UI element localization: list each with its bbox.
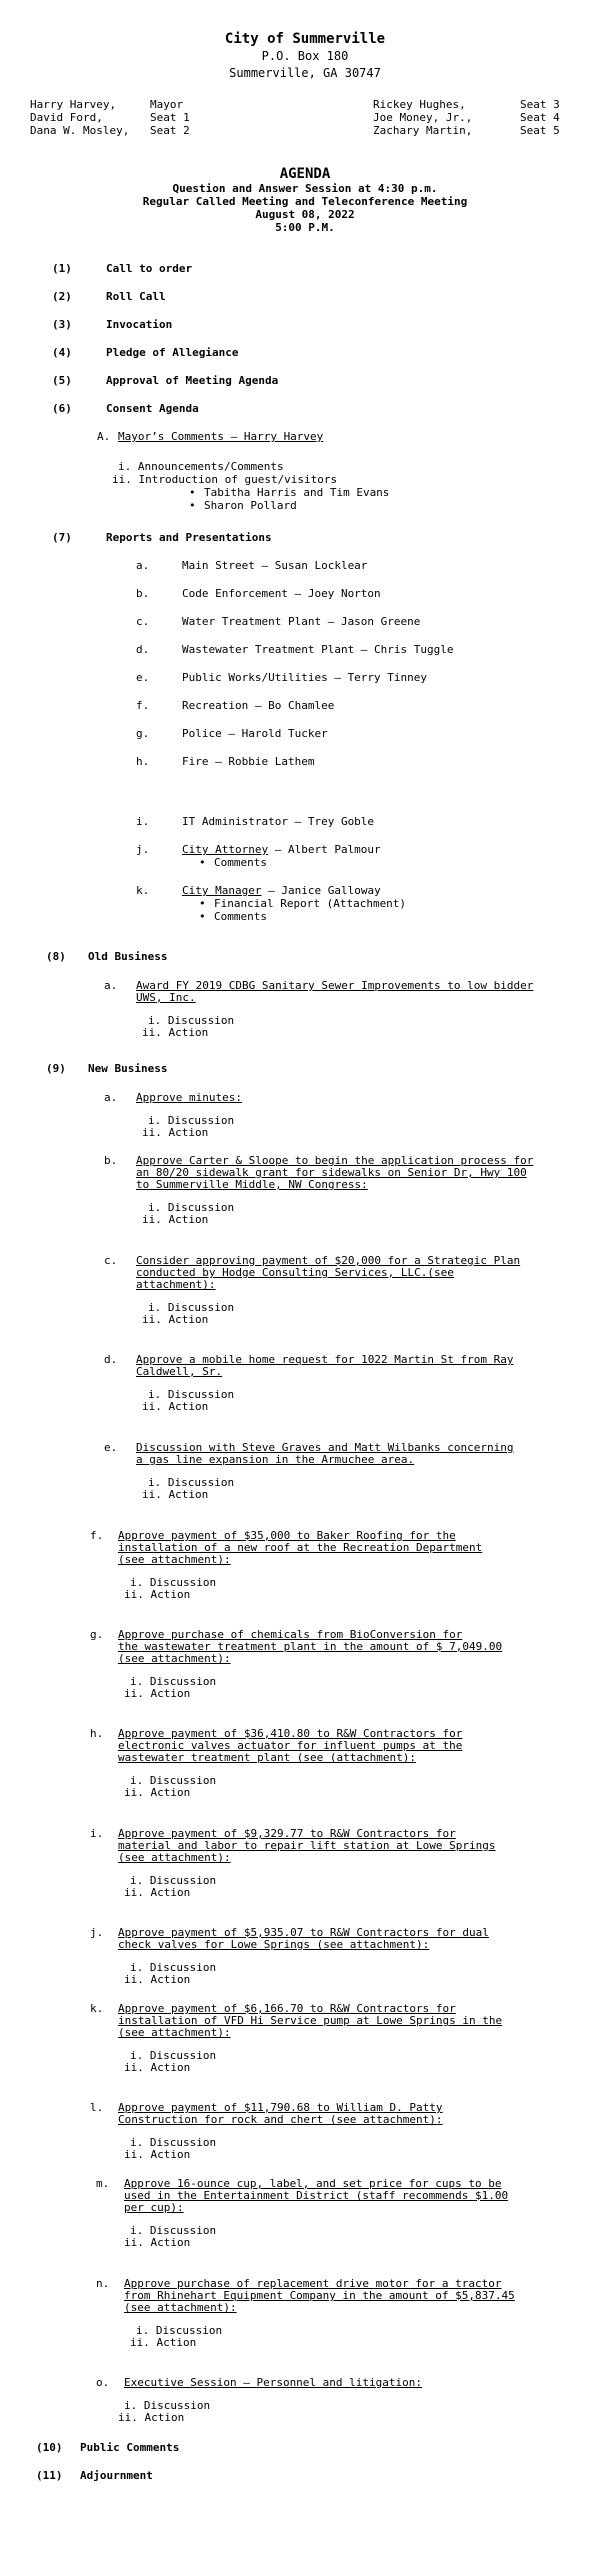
report-item: IT Administrator – Trey Goble xyxy=(182,815,375,828)
consent-letter: A. xyxy=(97,430,111,443)
official-seat: Seat 1 xyxy=(150,111,190,124)
sub-item-discussion: i. Discussion xyxy=(130,1675,217,1688)
item-text: from Rhinehart Equipment Company in the amount of $5,837.45 xyxy=(124,2289,515,2302)
report-letter: h. xyxy=(136,755,150,768)
section-label: Call to order xyxy=(106,262,193,275)
item-text: UWS, Inc. xyxy=(136,991,196,1004)
section-label: Roll Call xyxy=(106,290,166,303)
item-letter: o. xyxy=(96,2376,110,2389)
sub-item-action: ii. Action xyxy=(124,1973,191,1986)
official-seat: Seat 5 xyxy=(520,124,560,137)
sub-item-discussion: i. Discussion xyxy=(136,2324,223,2337)
item-letter: j. xyxy=(90,1926,104,1939)
item-letter: n. xyxy=(96,2277,110,2290)
item-letter: k. xyxy=(90,2002,104,2015)
item-letter: c. xyxy=(104,1254,118,1267)
item-text: check valves for Lowe Springs (see attachment): xyxy=(118,1938,430,1951)
section-label: Adjournment xyxy=(80,2469,153,2482)
sub-item-action: ii. Action xyxy=(142,1488,209,1501)
item-text: Caldwell, Sr. xyxy=(136,1365,223,1378)
section-number: (2) xyxy=(52,290,72,303)
report-letter: g. xyxy=(136,727,150,740)
section-label: Invocation xyxy=(106,318,173,331)
sub-item-action: ii. Action xyxy=(142,1026,209,1039)
item-text: Construction for rock and chert (see attachment): xyxy=(118,2113,443,2126)
sub-item-announcements: i. Announcements/Comments xyxy=(118,460,284,473)
item-text: material and labor to repair lift station at Lowe Springs xyxy=(118,1839,496,1852)
item-letter: f. xyxy=(90,1529,104,1542)
official-seat: Seat 2 xyxy=(150,124,190,137)
sub-item-discussion: i. Discussion xyxy=(130,1961,217,1974)
report-sub-bullet: Financial Report (Attachment) xyxy=(214,897,407,910)
item-text: Approve a mobile home request for 1022 Martin St from Ray xyxy=(136,1353,514,1366)
report-letter: i. xyxy=(136,815,150,828)
item-text: the wastewater treatment plant in the amount of $ 7,049.00 xyxy=(118,1640,503,1653)
bullet-icon: • xyxy=(189,486,196,499)
sub-item-discussion: i. Discussion xyxy=(148,1476,235,1489)
city-manager-title: City Manager xyxy=(182,884,262,897)
section-label: Old Business xyxy=(88,950,168,963)
bullet-icon: • xyxy=(199,897,206,910)
report-city-attorney xyxy=(182,844,381,856)
item-text: Approve purchase of replacement drive motor for a tractor xyxy=(124,2277,502,2290)
report-letter: j. xyxy=(136,843,150,856)
report-letter: b. xyxy=(136,587,150,600)
section-label: Approval of Meeting Agenda xyxy=(106,374,279,387)
sub-item-action: ii. Action xyxy=(124,1687,191,1700)
agenda-line2: Regular Called Meeting and Teleconference Meeting xyxy=(142,195,468,208)
report-item: Main Street – Susan Locklear xyxy=(182,559,368,572)
sub-item-action: ii. Action xyxy=(124,2236,191,2249)
sub-item-discussion: i. Discussion xyxy=(148,1201,235,1214)
item-letter: i. xyxy=(90,1827,104,1840)
agenda-date: August 08, 2022 xyxy=(255,208,355,221)
official-seat: Mayor xyxy=(150,98,184,111)
item-text: Approve payment of $36,410.80 to R&W Contractors for xyxy=(118,1727,463,1740)
agenda-time: 5:00 P.M. xyxy=(275,221,335,234)
official-name: Rickey Hughes, xyxy=(373,98,466,111)
item-text: (see attachment): xyxy=(124,2301,237,2314)
item-text: wastewater treatment plant (see (attachment): xyxy=(118,1751,417,1764)
section-number: (3) xyxy=(52,318,72,331)
report-item: Police – Harold Tucker xyxy=(182,727,328,740)
official-seat: Seat 4 xyxy=(520,111,560,124)
item-letter: a. xyxy=(104,1091,118,1104)
sub-item-discussion: i. Discussion xyxy=(148,1114,235,1127)
bullet-icon: • xyxy=(199,856,206,869)
item-text: installation of VFD Hi Service pump at Lowe Springs in the xyxy=(118,2014,503,2027)
section-number: (7) xyxy=(52,531,72,544)
item-letter: d. xyxy=(104,1353,118,1366)
item-text: Approve payment of $35,000 to Baker Roofing for the xyxy=(118,1529,456,1542)
item-text: Approve payment of $11,790.68 to William D. Patty xyxy=(118,2101,443,2114)
sub-item-action: ii. Action xyxy=(124,1786,191,1799)
sub-item-action: ii. Action xyxy=(130,2336,197,2349)
sub-item-discussion: i. Discussion xyxy=(130,2136,217,2149)
report-city-manager xyxy=(182,885,381,897)
report-item: Water Treatment Plant – Jason Greene xyxy=(182,615,421,628)
sub-item-discussion: i. Discussion xyxy=(130,1576,217,1589)
official-name: Harry Harvey, xyxy=(30,98,117,111)
item-letter: l. xyxy=(90,2101,104,2114)
item-text: electronic valves actuator for influent pumps at the xyxy=(118,1739,463,1752)
section-number: (11) xyxy=(36,2469,63,2482)
bullet-icon: • xyxy=(199,910,206,923)
section-label: Consent Agenda xyxy=(106,402,199,415)
section-number: (6) xyxy=(52,402,72,415)
item-text: (see attachment): xyxy=(118,1851,231,1864)
sub-item-action: ii. Action xyxy=(142,1126,209,1139)
sub-item-action: ii. Action xyxy=(124,1886,191,1899)
report-letter: f. xyxy=(136,699,150,712)
item-text: (see attachment): xyxy=(118,1553,231,1566)
city-manager-name: – Janice Galloway xyxy=(261,884,381,897)
agenda-title: AGENDA xyxy=(279,166,331,182)
sub-item-discussion: i. Discussion xyxy=(148,1301,235,1314)
section-label: Public Comments xyxy=(80,2441,180,2454)
sub-item-discussion: i. Discussion xyxy=(148,1388,235,1401)
section-number: (9) xyxy=(46,1062,66,1075)
item-letter: a. xyxy=(104,979,118,992)
sub-item-discussion: i. Discussion xyxy=(124,2399,211,2412)
item-text: per cup): xyxy=(124,2201,184,2214)
official-name: Zachary Martin, xyxy=(373,124,473,137)
item-text: Approve payment of $6,166.70 to R&W Contractors for xyxy=(118,2002,456,2015)
item-text: installation of a new roof at the Recreation Department xyxy=(118,1541,483,1554)
sub-item-action: ii. Action xyxy=(142,1313,209,1326)
item-text: conducted by Hodge Consulting Services, LLC.(see xyxy=(136,1266,454,1279)
report-letter: a. xyxy=(136,559,150,572)
report-letter: c. xyxy=(136,615,150,628)
section-number: (8) xyxy=(46,950,66,963)
report-letter: k. xyxy=(136,884,150,897)
section-number: (4) xyxy=(52,346,72,359)
report-item: Fire – Robbie Lathem xyxy=(182,755,315,768)
city-attorney-title: City Attorney xyxy=(182,843,269,856)
section-number: (10) xyxy=(36,2441,63,2454)
item-text: (see attachment): xyxy=(118,2026,231,2039)
bullet-icon: • xyxy=(189,499,196,512)
official-seat: Seat 3 xyxy=(520,98,560,111)
sub-item-action: ii. Action xyxy=(142,1400,209,1413)
sub-item-action: ii. Action xyxy=(124,2061,191,2074)
item-text: Approve payment of $5,935.07 to R&W Contractors for dual xyxy=(118,1926,489,1939)
sub-item-action: ii. Action xyxy=(142,1213,209,1226)
item-text: Approve Carter & Sloope to begin the application process for xyxy=(136,1154,534,1167)
report-letter: d. xyxy=(136,643,150,656)
agenda-line1: Question and Answer Session at 4:30 p.m. xyxy=(172,182,438,195)
item-text: attachment): xyxy=(136,1278,216,1291)
item-letter: h. xyxy=(90,1727,104,1740)
report-sub-bullet: Comments xyxy=(214,910,267,923)
item-text: Approve payment of $9,329.77 to R&W Contractors for xyxy=(118,1827,456,1840)
guest-name: Tabitha Harris and Tim Evans xyxy=(204,486,390,499)
report-item: Public Works/Utilities – Terry Tinney xyxy=(182,671,428,684)
section-label: New Business xyxy=(88,1062,168,1075)
item-text: Discussion with Steve Graves and Matt Wilbanks concerning xyxy=(136,1441,514,1454)
guest-name: Sharon Pollard xyxy=(204,499,297,512)
sub-item-introduction: ii. Introduction of guest/visitors xyxy=(112,473,338,486)
report-item: Recreation – Bo Chamlee xyxy=(182,699,335,712)
sub-item-action: ii. Action xyxy=(124,2148,191,2161)
sub-item-discussion: i. Discussion xyxy=(130,2224,217,2237)
po-box: P.O. Box 180 xyxy=(261,49,349,63)
item-text: an 80/20 sidewalk grant for sidewalks on Senior Dr, Hwy 100 xyxy=(136,1166,527,1179)
sub-item-discussion: i. Discussion xyxy=(130,1774,217,1787)
item-text: Executive Session – Personnel and litigation: xyxy=(124,2376,423,2389)
item-text: (see attachment): xyxy=(118,1652,231,1665)
item-text: Award FY 2019 CDBG Sanitary Sewer Improvements to low bidder xyxy=(136,979,534,992)
item-letter: m. xyxy=(96,2177,110,2190)
official-name: Dana W. Mosley, xyxy=(30,124,130,137)
section-number: (5) xyxy=(52,374,72,387)
city-address: Summerville, GA 30747 xyxy=(229,66,381,80)
item-text: to Summerville Middle, NW Congress: xyxy=(136,1178,368,1191)
item-text: Approve minutes: xyxy=(136,1091,242,1104)
sub-item-action: ii. Action xyxy=(118,2411,185,2424)
item-text: Approve purchase of chemicals from BioConversion for xyxy=(118,1628,463,1641)
report-item: Code Enforcement – Joey Norton xyxy=(182,587,381,600)
city-attorney-name: – Albert Palmour xyxy=(268,843,381,856)
item-text: a gas line expansion in the Armuchee area. xyxy=(136,1453,415,1466)
consent-mayor-comments: Mayor’s Comments – Harry Harvey xyxy=(118,430,324,443)
sub-item-discussion: i. Discussion xyxy=(130,2049,217,2062)
section-number: (1) xyxy=(52,262,72,275)
section-label: Reports and Presentations xyxy=(106,531,272,544)
city-name: City of Summerville xyxy=(224,31,386,47)
section-label: Pledge of Allegiance xyxy=(106,346,239,359)
official-name: David Ford, xyxy=(30,111,103,124)
sub-item-discussion: i. Discussion xyxy=(148,1014,235,1027)
item-text: Consider approving payment of $20,000 for a Strategic Plan xyxy=(136,1254,521,1267)
report-letter: e. xyxy=(136,671,150,684)
report-item: Wastewater Treatment Plant – Chris Tuggle xyxy=(182,643,454,656)
report-sub-bullet: Comments xyxy=(214,856,267,869)
item-letter: e. xyxy=(104,1441,118,1454)
sub-item-discussion: i. Discussion xyxy=(130,1874,217,1887)
item-letter: b. xyxy=(104,1154,118,1167)
official-name: Joe Money, Jr., xyxy=(373,111,473,124)
item-text: Approve 16-ounce cup, label, and set price for cups to be xyxy=(124,2177,502,2190)
sub-item-action: ii. Action xyxy=(124,1588,191,1601)
item-letter: g. xyxy=(90,1628,104,1641)
item-text: used in the Entertainment District (staff recommends $1.00 xyxy=(124,2189,509,2202)
